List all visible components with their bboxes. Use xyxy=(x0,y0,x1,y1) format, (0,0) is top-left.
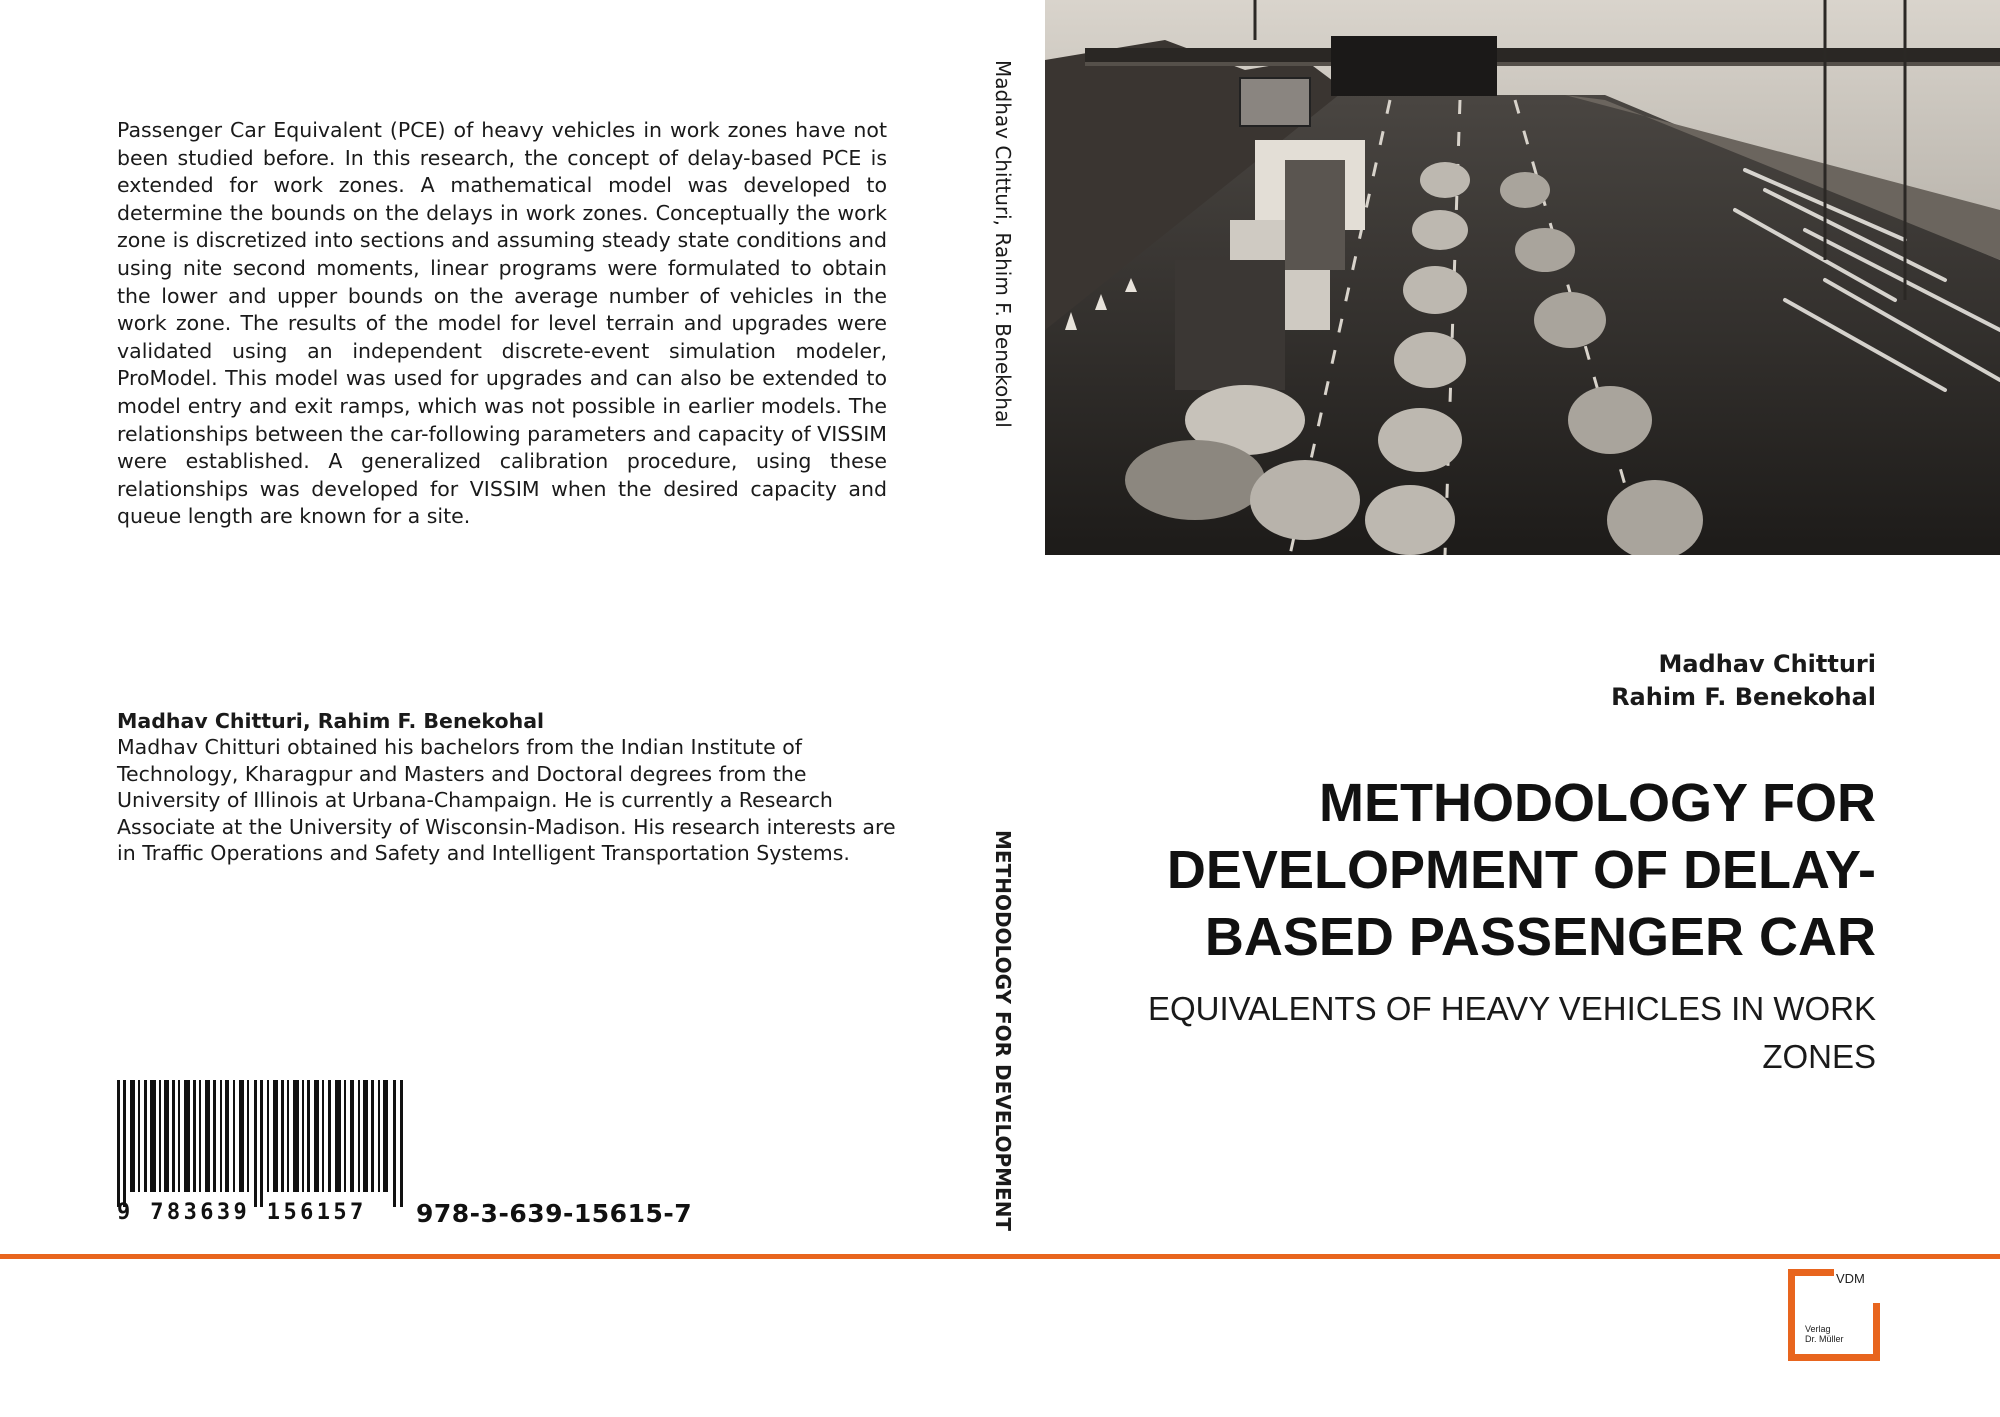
publisher-subtext: Verlag Dr. Müller xyxy=(1805,1324,1844,1344)
book-subtitle: EQUIVALENTS OF HEAVY VEHICLES IN WORK ZONES xyxy=(1148,990,1876,1075)
orange-rule xyxy=(0,1254,2000,1259)
book-title: METHODOLOGY FOR DEVELOPMENT OF DELAY-BASED PASSENGER CAR xyxy=(1166,773,1876,967)
cover-photo-highway xyxy=(1045,0,2000,555)
spine-title: METHODOLOGY FOR DEVELOPMENT xyxy=(991,830,1015,1232)
vdm-logo-icon xyxy=(1788,1269,1880,1361)
bio-text: Madhav Chitturi obtained his bachelors from the Indian Institute of Technology, Kharagpur and Masters and Doctoral degrees from the University of Illinois at Urbana-Champaign. He is currently a Research Associate at the University of Wisconsin-Madison. His research interests are in Traffic Operations and Safety and Intelligent Transportation Systems. xyxy=(117,735,896,866)
spine-authors: Madhav Chitturi, Rahim F. Benekohal xyxy=(991,60,1015,428)
author-2: Rahim F. Benekohal xyxy=(1611,683,1876,711)
publisher-name: VDM xyxy=(1836,1271,1865,1286)
author-bio xyxy=(117,708,897,866)
isbn: 978-3-639-15615-7 xyxy=(416,1199,693,1228)
front-authors xyxy=(1611,648,1876,714)
bio-heading: Madhav Chitturi, Rahim F. Benekohal xyxy=(117,709,545,733)
author-1: Madhav Chitturi xyxy=(1658,650,1876,678)
back-cover-blurb: Passenger Car Equivalent (PCE) of heavy vehicles in work zones have not been studied before. In this research, the concept of delay-based PCE is extended for work zones. A mathematical model was developed to determine the bounds on the delays in work zones. Conceptually the work zone is discretized into sections and assuming steady state conditions and using nite second moments, linear programs were formulated to obtain the lower and upper bounds on the average number of vehicles in the work zone. The results of the model for level terrain and upgrades were validated using an independent discrete-event simulation modeler, ProModel. This model was used for upgrades and can also be extended to model entry and exit ramps, which was not possible in earlier models. The relationships between the car-following parameters and capacity of VISSIM were established. A generalized calibration procedure, using these relationships was developed for VISSIM when the desired capacity and queue length are known for a site. xyxy=(117,118,887,529)
barcode-digits: 9 783639 156157 xyxy=(117,1200,367,1225)
barcode xyxy=(117,1080,403,1207)
